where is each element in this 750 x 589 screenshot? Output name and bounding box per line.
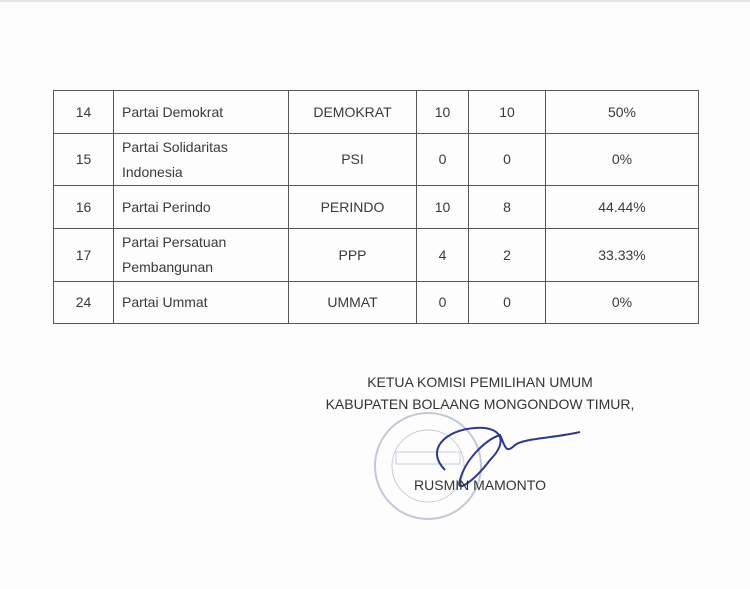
signatory-name: RUSMIN MAMONTO	[414, 477, 546, 493]
party-abbreviation: UMMAT	[289, 282, 417, 324]
party-name: Partai Solidaritas Indonesia	[114, 134, 289, 186]
value-b: 0	[469, 134, 546, 186]
row-number: 17	[54, 229, 114, 282]
value-b: 2	[469, 229, 546, 282]
party-name: Partai Ummat	[114, 282, 289, 324]
value-b: 10	[469, 91, 546, 134]
row-number: 15	[54, 134, 114, 186]
row-number: 16	[54, 186, 114, 229]
party-results-table	[53, 90, 699, 324]
page-top-edge	[0, 0, 750, 2]
party-name: Partai Perindo	[114, 186, 289, 229]
table-row	[54, 282, 699, 324]
signatory-title-line1: KETUA KOMISI PEMILIHAN UMUM	[367, 374, 593, 390]
value-b: 8	[469, 186, 546, 229]
percentage: 0%	[546, 134, 699, 186]
party-abbreviation: PPP	[289, 229, 417, 282]
row-number: 14	[54, 91, 114, 134]
party-name: Partai Persatuan Pembangunan	[114, 229, 289, 282]
table-row	[54, 229, 699, 282]
table-row	[54, 91, 699, 134]
party-abbreviation: PSI	[289, 134, 417, 186]
percentage: 33.33%	[546, 229, 699, 282]
percentage: 0%	[546, 282, 699, 324]
signatory-title-line2: KABUPATEN BOLAANG MONGONDOW TIMUR,	[325, 396, 635, 412]
value-b: 0	[469, 282, 546, 324]
value-a: 4	[417, 229, 469, 282]
table-row	[54, 134, 699, 186]
party-name: Partai Demokrat	[114, 91, 289, 134]
percentage: 50%	[546, 91, 699, 134]
value-a: 10	[417, 91, 469, 134]
table-row	[54, 186, 699, 229]
percentage: 44.44%	[546, 186, 699, 229]
value-a: 10	[417, 186, 469, 229]
party-abbreviation: PERINDO	[289, 186, 417, 229]
value-a: 0	[417, 282, 469, 324]
row-number: 24	[54, 282, 114, 324]
party-abbreviation: DEMOKRAT	[289, 91, 417, 134]
value-a: 0	[417, 134, 469, 186]
